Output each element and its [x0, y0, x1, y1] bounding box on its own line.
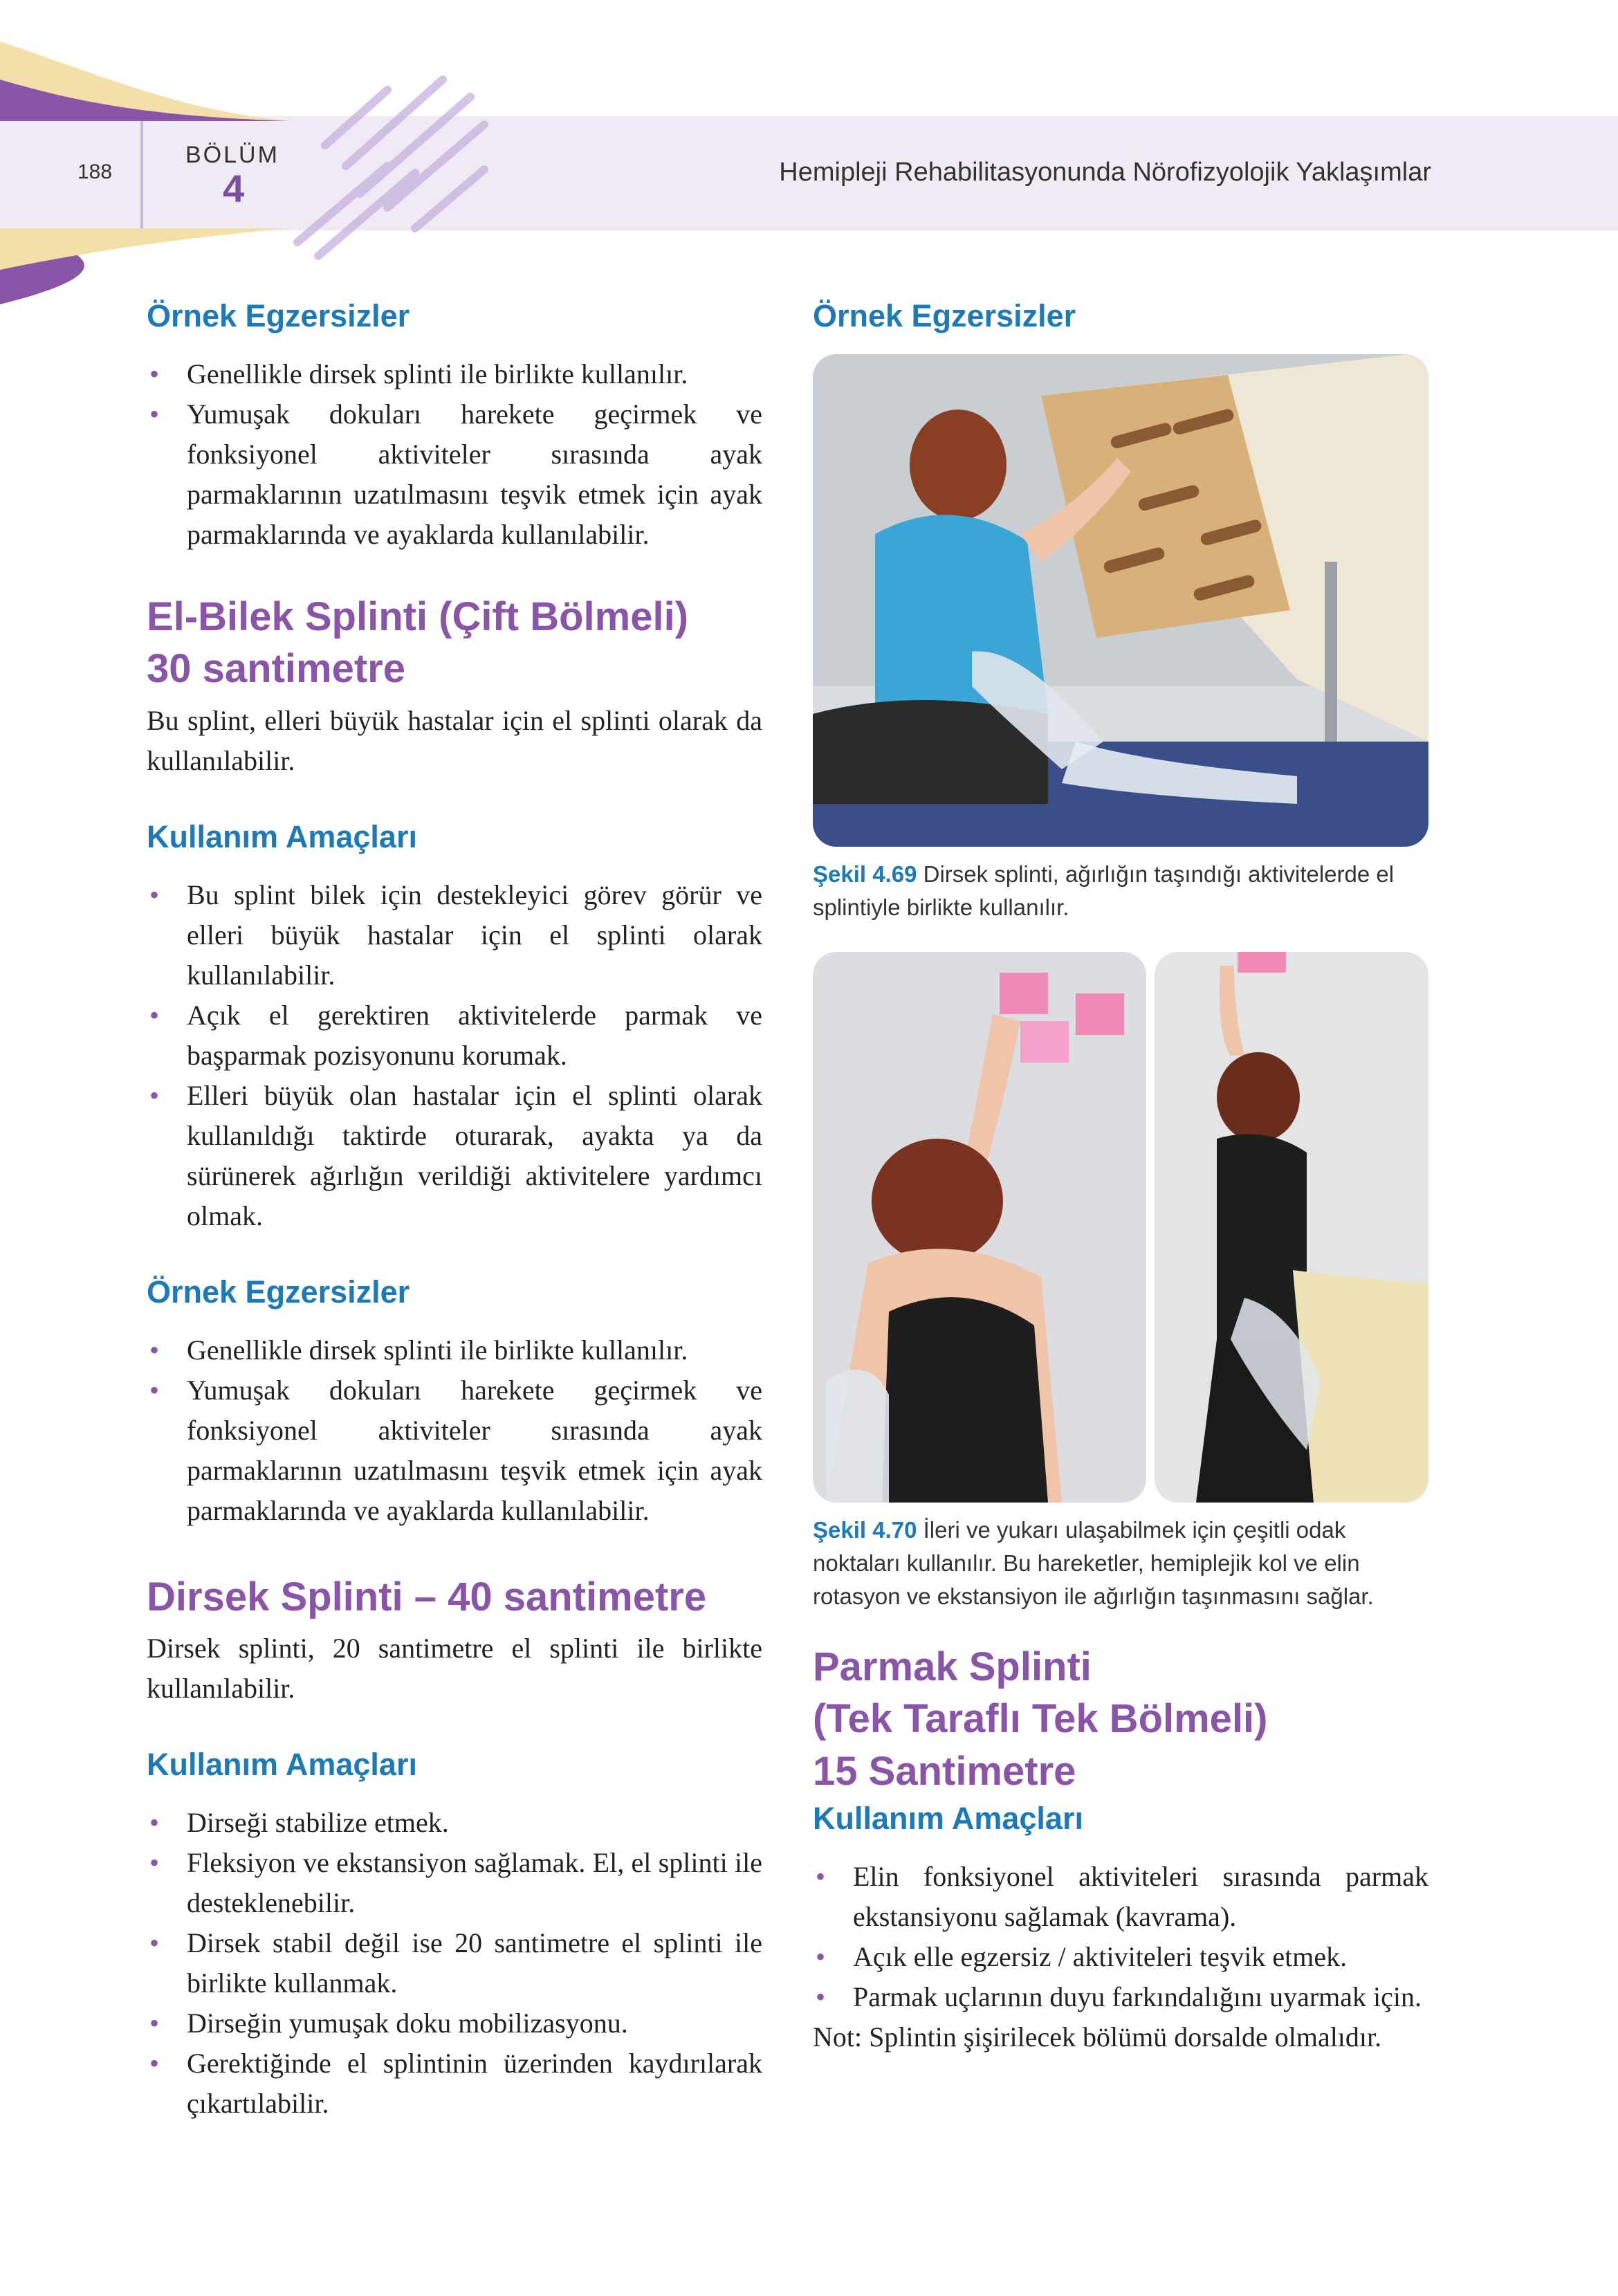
wrist-splint-description: Bu splint, elleri büyük hastalar için el splinti olarak da kullanılabilir. [147, 704, 762, 776]
figure-caption-text: Dirsek splinti, ağırlığın taşındığı aktivitelerde el splintiyle birlikte kullanılır. [813, 861, 1395, 920]
list-item: • Yumuşak dokuları harekete geçirmek ve fonksiyonel aktiviteler sırasında ayak parmaklarının uzatılmasını teşvik etmek için ayak parmaklarında ve ayaklarda kullanılabilir. [147, 1370, 762, 1531]
photo-reach-up-left [813, 952, 1146, 1503]
figure-4-70-photos [813, 952, 1428, 1503]
right-column [813, 297, 1428, 2057]
figure-4-70-caption [813, 1514, 1428, 1613]
title-line: (Tek Taraflı Tek Bölmeli) [813, 1696, 1268, 1742]
elbow-splint-description: Dirsek splinti, 20 santimetre el splinti ile birlikte kullanılabilir. [147, 1633, 762, 1705]
photo-reach-up-right [1155, 952, 1428, 1503]
section-heading-usage-1: Kullanım Amaçları [147, 818, 417, 854]
usage-list-2 [147, 1803, 762, 2124]
list-item: • Elleri büyük olan hastalar için el splinti olarak kullanıldığı taktirde oturarak, ayakta ya da sürünerek ağırlığın verildiği aktivitelere yardımcı olmak. [147, 1076, 762, 1236]
title-line: 30 santimetre [147, 646, 405, 692]
list-item: • Parmak uçlarının duyu farkındalığını uyarmak için. [813, 1977, 1428, 2017]
list-item: • Genellikle dirsek splinti ile birlikte kullanılır. [147, 1330, 762, 1370]
chapter-number: 4 [223, 167, 245, 210]
list-item: • Yumuşak dokuları harekete geçirmek ve fonksiyonel aktiviteler sırasında ayak parmaklarının uzatılmasını teşvik etmek için ayak parmaklarında ve ayaklarda kullanılabilir. [147, 394, 762, 555]
figure-label: Şekil 4.70 [813, 1517, 917, 1543]
photo-peg-board-exercise [813, 354, 1428, 847]
page-number: 188 [77, 160, 113, 183]
title-line: El-Bilek Splinti (Çift Bölmeli) [147, 594, 689, 639]
page-header [0, 0, 1618, 304]
list-item: • Fleksiyon ve ekstansiyon sağlamak. El, el splinti ile desteklenebilir. [147, 1843, 762, 1923]
usage-list-right [813, 1857, 1428, 2017]
figure-4-69-photo [813, 354, 1428, 847]
book-title: Hemipleji Rehabilitasyonunda Nörofizyolojik Yaklaşımlar [779, 158, 1431, 187]
section-heading-exercises-right: Örnek Egzersizler [813, 298, 1076, 333]
section-title-finger-splint [813, 1641, 1428, 1797]
list-item: • Dirseği stabilize etmek. [147, 1803, 762, 1843]
exercise-list-2 [147, 1330, 762, 1531]
list-item: • Gerektiğinde el splintinin üzerinden kaydırılarak çıkartılabilir. [147, 2044, 762, 2124]
title-line: Parmak Splinti [813, 1644, 1092, 1689]
section-heading-exercises-2: Örnek Egzersizler [147, 1274, 410, 1310]
section-title-elbow-splint: Dirsek Splinti – 40 santimetre [147, 1574, 707, 1619]
left-column [147, 297, 762, 2124]
list-item: • Bu splint bilek için destekleyici görev görür ve elleri büyük hastalar için el splinti olarak kullanılabilir. [147, 875, 762, 995]
section-title-wrist-splint [147, 591, 762, 695]
section-heading-usage-right: Kullanım Amaçları [813, 1801, 1083, 1837]
section-heading-usage-2: Kullanım Amaçları [147, 1747, 417, 1783]
list-item: • Dirseğin yumuşak doku mobilizasyonu. [147, 2003, 762, 2044]
list-item: • Açık el gerektiren aktivitelerde parmak ve başparmak pozisyonunu korumak. [147, 995, 762, 1076]
exercise-list-1 [147, 354, 762, 555]
finger-splint-note: Not: Splintin şişirilecek bölümü dorsalde olmalıdır. [813, 2021, 1382, 2053]
figure-4-69-caption [813, 858, 1428, 924]
list-item: • Elin fonksiyonel aktiviteleri sırasında parmak ekstansiyonu sağlamak (kavrama). [813, 1857, 1428, 1937]
list-item: • Açık elle egzersiz / aktiviteleri teşvik etmek. [813, 1937, 1428, 1977]
list-item: • Genellikle dirsek splinti ile birlikte kullanılır. [147, 354, 762, 394]
figure-label: Şekil 4.69 [813, 861, 917, 887]
list-item: • Dirsek stabil değil ise 20 santimetre el splinti ile birlikte kullanmak. [147, 1923, 762, 2003]
usage-list-1 [147, 875, 762, 1236]
section-heading-exercises-1: Örnek Egzersizler [147, 298, 410, 333]
title-line: 15 Santimetre [813, 1748, 1076, 1794]
figure-caption-text: İleri ve yukarı ulaşabilmek için çeşitli odak noktaları kullanılır. Bu hareketler, hemiplejik kol ve elin rotasyon ve ekstansiyon ile ağırlığın taşınmasını sağlar. [813, 1517, 1374, 1609]
chapter-label: BÖLÜM [185, 142, 279, 168]
